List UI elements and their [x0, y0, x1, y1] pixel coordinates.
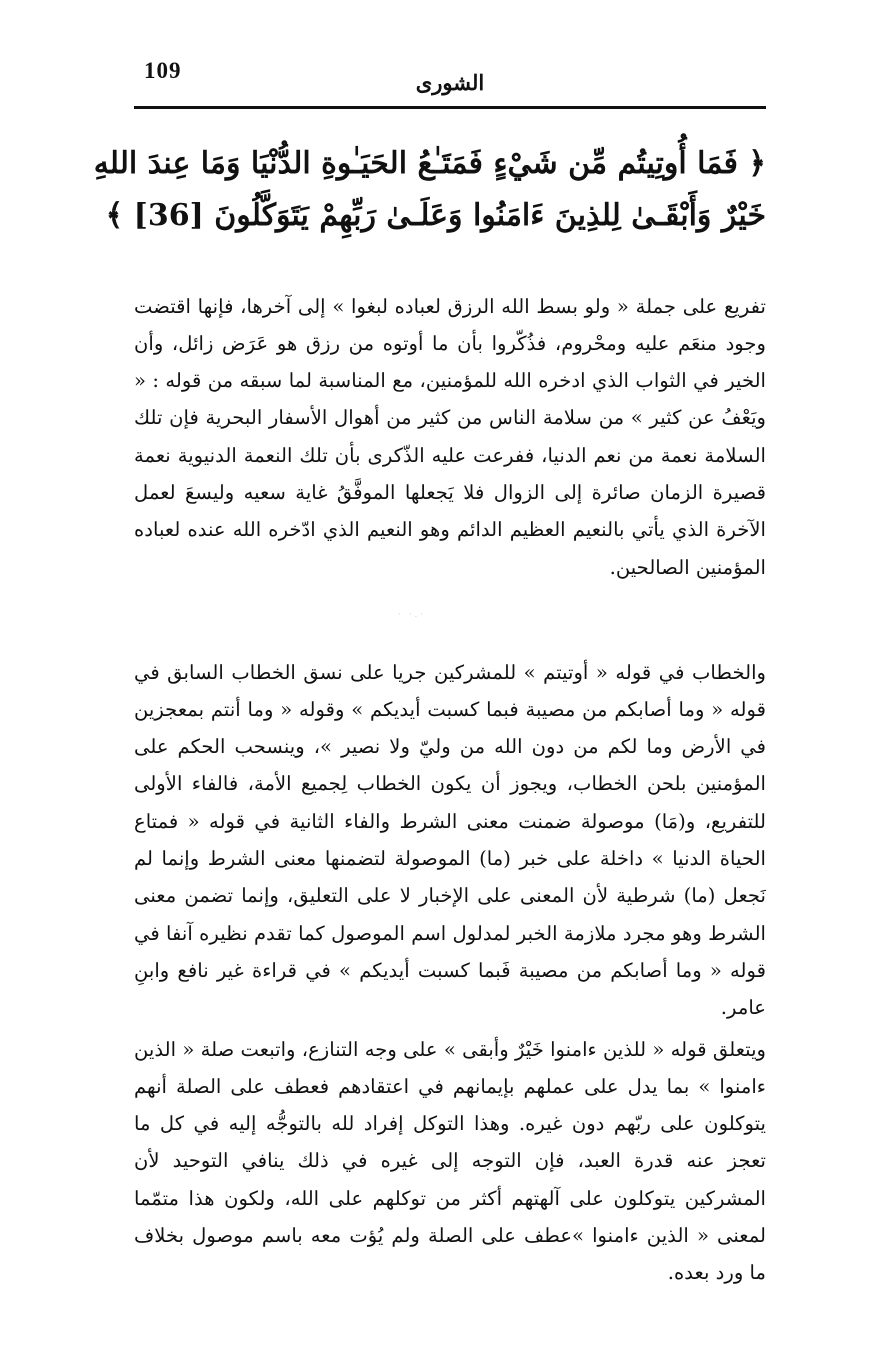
- header-rule: [134, 106, 766, 109]
- running-title: الشورى: [415, 70, 485, 95]
- quran-verse: [93, 138, 766, 242]
- commentary-paragraph-3: ويتعلق قوله « للذين ءامنوا خَيْرٌ وأبقى » على وجه التنازع، واتبعت صلة « الذين ءامنوا » بما يدل على عملهم بإيمانهم في اعتقادهم فعطف على الصلة أنهم يتوكلون على ربّهم دون غيره. وهذا التوكل إفراد لله بالتوجُّه إليه في كل ما تعجز عنه قدرة العبد، فإن التوجه إلى غيره في ذلك ينافي التوحيد لأن المشركين يتوكلون على آلهتهم أكثر من توكلهم على الله، ولكون هذا متمّما لمعنى « الذين ءامنوا »عطف على الصلة ولم يُؤت معه باسم موصول بخلاف ما ورد بعده.: [134, 1037, 766, 1285]
- verse-line-2: خَيْرٌ وَأَبْقَـىٰ لِلذِينَ ءَامَنُوا وَعَلَـىٰ رَبِّهِمْ يَتَوَكَّلُونَ [36] ﴾: [105, 198, 766, 233]
- page-number: 109: [144, 58, 182, 83]
- commentary-paragraph-2: والخطاب في قوله « أوتيتم » للمشركين جريا على نسق الخطاب السابق في قوله « وما أصابكم من مصيبة فبما كسبت أيديكم » وقوله « وما أنتم بمعجزين في الأرض وما لكم من دون الله من وليّ ولا نصير »، وينسحب الحكم على المؤمنين بلحن الخطاب، ويجوز أن يكون الخطاب لِجميع الأمة، فالفاء الأولى للتفريع، و(مَا) موصولة ضمنت معنى الشرط والفاء الثانية في قوله « فمتاع الحياة الدنيا » داخلة على خبر (ما) الموصولة لتضمنها معنى الشرط وإنما لم نَجعل (ما) شرطية لأن المعنى على الإخبار لا على التعليق، وإنما تضمن معنى الشرط وهو مجرد ملازمة الخبر لمدلول اسم الموصول كما تقدم نظيره آنفا في قوله « وما أصابكم من مصيبة فَبما كسبت أيديكم » في قراءة غير نافع وابنِ عامر.: [134, 660, 766, 1020]
- scan-speck: · ·.·: [398, 610, 426, 619]
- commentary-paragraph-1: تفريع على جملة « ولو بسط الله الرزق لعباده لبغوا » إلى آخرها، فإنها اقتضت وجود منعَم عليه ومحْروم، فذُكّروا بأن ما أوتوه من رزق هو عَرَض زائل، وأن الخير في الثواب الذي ادخره الله للمؤمنين، مع المناسبة لما سبقه من قوله : « ويَعْفُ عن كثير » من سلامة الناس من كثير من أهوال الأسفار البحرية فإن تلك السلامة نعمة من نعم الدنيا، ففرعت عليه الذّكرى بأن تلك النعمة الدنيوية نعمة قصيرة الزمان صائرة إلى الزوال فلا يَجعلها الموفَّقُ غاية سعيه وليسعَ لعمل الآخرة الذي يأتي بالنعيم العظيم الدائم وهو النعيم الذي ادّخره الله عنده لعباده المؤمنين الصالحين.: [134, 294, 766, 579]
- verse-line-1: ﴿ فَمَا أُوتِيتُم مِّن شَيْءٍ فَمَتَـٰعُ الحَيَـٰوةِ الدُّنْيَا وَمَا عِندَ اللهِ: [93, 146, 766, 181]
